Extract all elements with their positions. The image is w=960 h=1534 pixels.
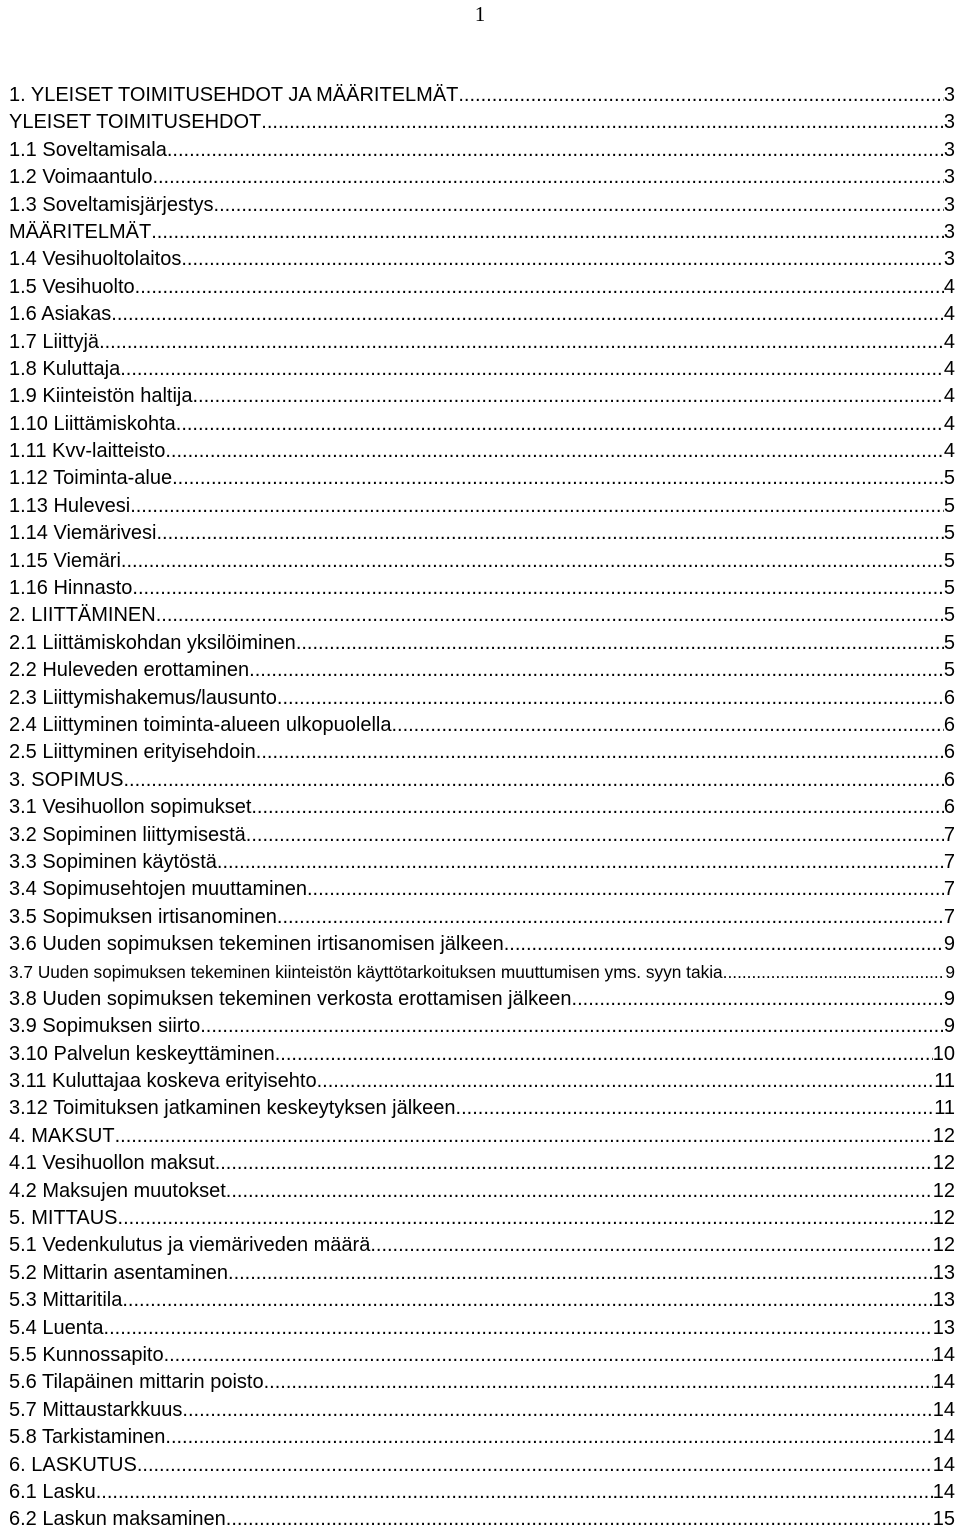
toc-dot-leader <box>121 548 944 575</box>
toc-entry-page-number: 7 <box>943 905 955 928</box>
toc-entry-page-number: 6 <box>943 741 955 764</box>
toc-entry[interactable] <box>9 575 955 602</box>
toc-dot-leader <box>277 685 944 712</box>
toc-entry-page-number: 5 <box>943 549 955 572</box>
toc-dot-leader <box>120 356 944 383</box>
toc-entry[interactable] <box>9 301 955 328</box>
toc-dot-leader <box>156 520 943 547</box>
toc-entry-title: 1.6 Asiakas <box>9 303 112 326</box>
toc-entry-title: 2.2 Huleveden erottaminen <box>9 659 250 682</box>
toc-entry-page-number: 14 <box>932 1398 955 1421</box>
toc-entry-title: 5.3 Mittaritila <box>9 1289 123 1312</box>
toc-entry[interactable] <box>9 329 955 356</box>
toc-entry-title: 1.10 Liittämiskohta <box>9 412 176 435</box>
toc-entry[interactable] <box>9 1095 955 1122</box>
toc-entry-title: 5.8 Tarkistaminen <box>9 1426 166 1449</box>
toc-dot-leader <box>167 137 944 164</box>
toc-entry-page-number: 4 <box>943 412 955 435</box>
toc-entry-title: 6.1 Lasku <box>9 1480 96 1503</box>
toc-entry[interactable] <box>9 1287 955 1314</box>
toc-entry[interactable] <box>9 137 955 164</box>
toc-dot-leader <box>123 767 943 794</box>
toc-dot-leader <box>118 1205 933 1232</box>
toc-entry-page-number: 10 <box>932 1042 955 1065</box>
toc-entry-page-number: 4 <box>943 385 955 408</box>
toc-entry-page-number: 12 <box>932 1207 955 1230</box>
toc-entry-page-number: 14 <box>932 1343 955 1366</box>
toc-entry-title: 1.15 Viemäri <box>9 549 121 572</box>
toc-entry-title: 3.1 Vesihuollon sopimukset <box>9 796 252 819</box>
page-number: 1 <box>474 2 486 26</box>
toc-entry[interactable] <box>9 657 955 684</box>
toc-dot-leader <box>151 219 944 246</box>
toc-entry-title: 1.5 Vesihuolto <box>9 275 135 298</box>
toc-entry[interactable] <box>9 411 955 438</box>
toc-entry-page-number: 9 <box>943 987 955 1010</box>
toc-entry-page-number: 3 <box>943 138 955 161</box>
toc-entry[interactable] <box>9 164 955 191</box>
toc-entry-title: YLEISET TOIMITUSEHDOT <box>9 111 262 134</box>
toc-dot-leader <box>176 411 944 438</box>
toc-entry-page-number: 6 <box>943 796 955 819</box>
toc-entry[interactable] <box>9 1452 955 1479</box>
toc-entry-page-number: 9 <box>945 961 955 982</box>
toc-entry-page-number: 5 <box>943 631 955 654</box>
toc-entry-title: 1.11 Kvv-laitteisto <box>9 440 166 463</box>
toc-entry-title: 4.1 Vesihuollon maksut <box>9 1152 215 1175</box>
toc-entry-title: 2.4 Liittyminen toiminta-alueen ulkopuolella <box>9 713 392 736</box>
toc-entry[interactable] <box>9 383 955 410</box>
toc-entry-title: 4. MAKSUT <box>9 1124 115 1147</box>
toc-entry[interactable] <box>9 630 955 657</box>
toc-entry[interactable] <box>9 1369 955 1396</box>
toc-dot-leader <box>137 1452 933 1479</box>
toc-dot-leader <box>215 1150 933 1177</box>
toc-entry-page-number: 6 <box>943 768 955 791</box>
toc-entry[interactable] <box>9 849 955 876</box>
toc-entry-title: 1.4 Vesihuoltolaitos <box>9 248 182 271</box>
toc-entry[interactable] <box>9 1178 955 1205</box>
toc-entry[interactable] <box>9 465 955 492</box>
toc-entry[interactable] <box>9 356 955 383</box>
toc-entry[interactable] <box>9 1342 955 1369</box>
toc-entry-page-number: 11 <box>934 1070 955 1093</box>
toc-dot-leader <box>164 1342 933 1369</box>
toc-entry-title: 5.5 Kunnossapito <box>9 1343 164 1366</box>
toc-entry-title: 1.16 Hinnasto <box>9 577 133 600</box>
toc-entry-page-number: 5 <box>943 604 955 627</box>
toc-entry-title: 3.4 Sopimusehtojen muuttaminen <box>9 878 307 901</box>
toc-entry[interactable] <box>9 192 955 219</box>
toc-entry-page-number: 14 <box>932 1371 955 1394</box>
toc-entry[interactable] <box>9 1260 955 1287</box>
table-of-contents <box>9 82 955 1534</box>
toc-dot-leader <box>96 1479 933 1506</box>
toc-entry-page-number: 7 <box>943 850 955 873</box>
toc-entry[interactable] <box>9 548 955 575</box>
toc-dot-leader <box>277 904 944 931</box>
toc-entry-page-number: 14 <box>932 1426 955 1449</box>
toc-entry-page-number: 7 <box>943 823 955 846</box>
toc-entry-page-number: 13 <box>932 1289 955 1312</box>
toc-dot-leader <box>317 1068 935 1095</box>
toc-dot-leader <box>111 301 944 328</box>
toc-dot-leader <box>275 1041 933 1068</box>
toc-dot-leader <box>172 465 944 492</box>
toc-entry-page-number: 5 <box>943 467 955 490</box>
toc-entry-title: 5.4 Luenta <box>9 1316 104 1339</box>
toc-entry-page-number: 14 <box>932 1453 955 1476</box>
toc-entry-page-number: 3 <box>943 193 955 216</box>
toc-entry-page-number: 12 <box>932 1124 955 1147</box>
toc-entry[interactable] <box>9 1479 955 1506</box>
toc-entry-title: 6.2 Laskun maksaminen <box>9 1508 226 1531</box>
toc-entry-title: 3.9 Sopimuksen siirto <box>9 1015 201 1038</box>
toc-entry-title: 5.1 Vedenkulutus ja viemäriveden määrä <box>9 1234 371 1257</box>
toc-entry-page-number: 4 <box>943 440 955 463</box>
toc-entry[interactable] <box>9 274 955 301</box>
toc-entry[interactable] <box>9 520 955 547</box>
toc-entry[interactable] <box>9 82 955 109</box>
toc-dot-leader <box>226 1506 933 1533</box>
toc-entry[interactable] <box>9 109 955 136</box>
toc-entry-page-number: 12 <box>932 1179 955 1202</box>
toc-entry-title: 5. MITTAUS <box>9 1207 118 1230</box>
toc-dot-leader <box>200 1013 944 1040</box>
toc-dot-leader <box>249 657 944 684</box>
toc-entry-page-number: 12 <box>932 1152 955 1175</box>
toc-entry-page-number: 3 <box>943 220 955 243</box>
toc-entry-page-number: 3 <box>943 166 955 189</box>
toc-dot-leader <box>165 1424 932 1451</box>
toc-dot-leader <box>228 1260 933 1287</box>
toc-dot-leader <box>296 630 944 657</box>
toc-entry-page-number: 9 <box>943 1015 955 1038</box>
toc-entry-page-number: 12 <box>932 1234 955 1257</box>
toc-entry[interactable] <box>9 1315 955 1342</box>
toc-entry[interactable] <box>9 876 955 903</box>
toc-dot-leader <box>572 986 944 1013</box>
toc-entry-title: 1.9 Kiinteistön haltija <box>9 385 193 408</box>
toc-entry-page-number: 3 <box>943 84 955 106</box>
toc-dot-leader <box>152 164 943 191</box>
toc-entry-page-number: 4 <box>943 357 955 380</box>
toc-entry[interactable] <box>9 1013 955 1040</box>
toc-entry-title: 3.3 Sopiminen käytöstä <box>9 850 217 873</box>
toc-entry-page-number: 4 <box>943 330 955 353</box>
toc-entry-title: 3.12 Toimituksen jatkaminen keskeytyksen jälkeen <box>9 1097 456 1120</box>
toc-entry[interactable] <box>9 438 955 465</box>
toc-dot-leader <box>226 1178 933 1205</box>
toc-entry[interactable] <box>9 219 955 246</box>
toc-entry-page-number: 4 <box>943 303 955 326</box>
toc-entry-title: 4.2 Maksujen muutokset <box>9 1179 226 1202</box>
toc-entry-title: 3. SOPIMUS <box>9 768 124 791</box>
toc-entry-page-number: 13 <box>932 1261 955 1284</box>
toc-entry[interactable] <box>9 904 955 931</box>
toc-entry-title: 3.11 Kuluttajaa koskeva erityisehto <box>9 1070 317 1093</box>
toc-entry-title: 1. YLEISET TOIMITUSEHDOT JA MÄÄRITELMÄT <box>9 84 459 106</box>
toc-entry-page-number: 6 <box>943 713 955 736</box>
toc-dot-leader <box>181 246 944 273</box>
toc-entry-page-number: 5 <box>943 577 955 600</box>
toc-dot-leader <box>723 959 946 986</box>
toc-dot-leader <box>99 329 944 356</box>
toc-entry[interactable] <box>9 1424 955 1451</box>
toc-entry-title: 1.8 Kuluttaja <box>9 357 121 380</box>
toc-entry-page-number: 13 <box>932 1316 955 1339</box>
toc-entry-page-number: 3 <box>943 111 955 134</box>
toc-entry[interactable] <box>9 602 955 629</box>
toc-entry-title: 5.2 Mittarin asentaminen <box>9 1261 229 1284</box>
toc-dot-leader <box>156 602 944 629</box>
toc-entry-title: 6. LASKUTUS <box>9 1453 137 1476</box>
toc-dot-leader <box>261 109 944 136</box>
toc-entry-page-number: 11 <box>934 1097 955 1120</box>
toc-entry-page-number: 7 <box>943 878 955 901</box>
toc-dot-leader <box>370 1232 932 1259</box>
toc-entry-title: 3.8 Uuden sopimuksen tekeminen verkosta erottamisen jälkeen <box>9 987 572 1010</box>
toc-entry-title: MÄÄRITELMÄT <box>9 220 152 243</box>
toc-entry-page-number: 9 <box>943 933 955 956</box>
toc-dot-leader <box>307 876 944 903</box>
toc-entry[interactable] <box>9 246 955 273</box>
toc-entry-title: 1.14 Viemärivesi <box>9 522 157 545</box>
toc-dot-leader <box>251 794 944 821</box>
toc-entry-title: 1.3 Soveltamisjärjestys <box>9 193 214 216</box>
toc-entry-title: 3.2 Sopiminen liittymisestä <box>9 823 246 846</box>
toc-entry-title: 3.6 Uuden sopimuksen tekeminen irtisanomisen jälkeen <box>9 933 504 956</box>
toc-entry[interactable] <box>9 794 955 821</box>
toc-dot-leader <box>264 1369 933 1396</box>
toc-entry[interactable] <box>9 959 955 986</box>
toc-entry-title: 3.7 Uuden sopimuksen tekeminen kiinteistön käyttötarkoituksen muuttumisen yms. syyn takia <box>9 961 723 982</box>
toc-dot-leader <box>217 849 944 876</box>
toc-dot-leader <box>246 822 944 849</box>
toc-entry[interactable] <box>9 767 955 794</box>
toc-entry[interactable] <box>9 822 955 849</box>
toc-dot-leader <box>135 274 944 301</box>
toc-entry-title: 2.1 Liittämiskohdan yksilöiminen <box>9 631 296 654</box>
toc-dot-leader <box>256 739 944 766</box>
toc-dot-leader <box>504 931 944 958</box>
toc-dot-leader <box>391 712 943 739</box>
toc-entry-title: 1.12 Toiminta-alue <box>9 467 173 490</box>
toc-entry[interactable] <box>9 1232 955 1259</box>
toc-entry[interactable] <box>9 493 955 520</box>
toc-entry-title: 1.13 Hulevesi <box>9 494 131 517</box>
toc-dot-leader <box>182 1397 932 1424</box>
toc-dot-leader <box>104 1315 933 1342</box>
toc-dot-leader <box>456 1095 935 1122</box>
toc-entry-page-number: 15 <box>932 1508 955 1531</box>
toc-entry[interactable] <box>9 712 955 739</box>
toc-entry[interactable] <box>9 739 955 766</box>
toc-entry[interactable] <box>9 1506 955 1533</box>
toc-entry[interactable] <box>9 1205 955 1232</box>
toc-entry[interactable] <box>9 1041 955 1068</box>
toc-entry-title: 1.2 Voimaantulo <box>9 166 153 189</box>
toc-entry-title: 1.7 Liittyjä <box>9 330 100 353</box>
toc-dot-leader <box>132 575 943 602</box>
toc-entry[interactable] <box>9 1150 955 1177</box>
toc-entry[interactable] <box>9 1123 955 1150</box>
toc-dot-leader <box>458 82 944 109</box>
toc-entry-title: 2. LIITTÄMINEN <box>9 604 156 627</box>
toc-entry[interactable] <box>9 986 955 1013</box>
toc-entry-page-number: 5 <box>943 659 955 682</box>
toc-entry-title: 5.6 Tilapäinen mittarin poisto <box>9 1371 264 1394</box>
toc-entry-page-number: 6 <box>943 686 955 709</box>
toc-entry-page-number: 3 <box>943 248 955 271</box>
toc-dot-leader <box>192 383 943 410</box>
toc-entry-title: 3.5 Sopimuksen irtisanominen <box>9 905 277 928</box>
toc-entry[interactable] <box>9 1068 955 1095</box>
toc-entry-page-number: 5 <box>943 522 955 545</box>
toc-entry-title: 2.5 Liittyminen erityisehdoin <box>9 741 256 764</box>
toc-dot-leader <box>214 192 944 219</box>
toc-entry[interactable] <box>9 685 955 712</box>
toc-dot-leader <box>115 1123 933 1150</box>
toc-entry[interactable] <box>9 1397 955 1424</box>
toc-entry-page-number: 5 <box>943 494 955 517</box>
toc-entry-title: 5.7 Mittaustarkkuus <box>9 1398 183 1421</box>
toc-entry-title: 2.3 Liittymishakemus/lausunto <box>9 686 277 709</box>
toc-dot-leader <box>122 1287 932 1314</box>
toc-dot-leader <box>130 493 944 520</box>
toc-dot-leader <box>165 438 944 465</box>
toc-entry-page-number: 14 <box>932 1480 955 1503</box>
toc-entry-title: 3.10 Palvelun keskeyttäminen <box>9 1042 275 1065</box>
toc-entry[interactable] <box>9 931 955 958</box>
toc-entry-page-number: 4 <box>943 275 955 298</box>
toc-entry-title: 1.1 Soveltamisala <box>9 138 167 161</box>
